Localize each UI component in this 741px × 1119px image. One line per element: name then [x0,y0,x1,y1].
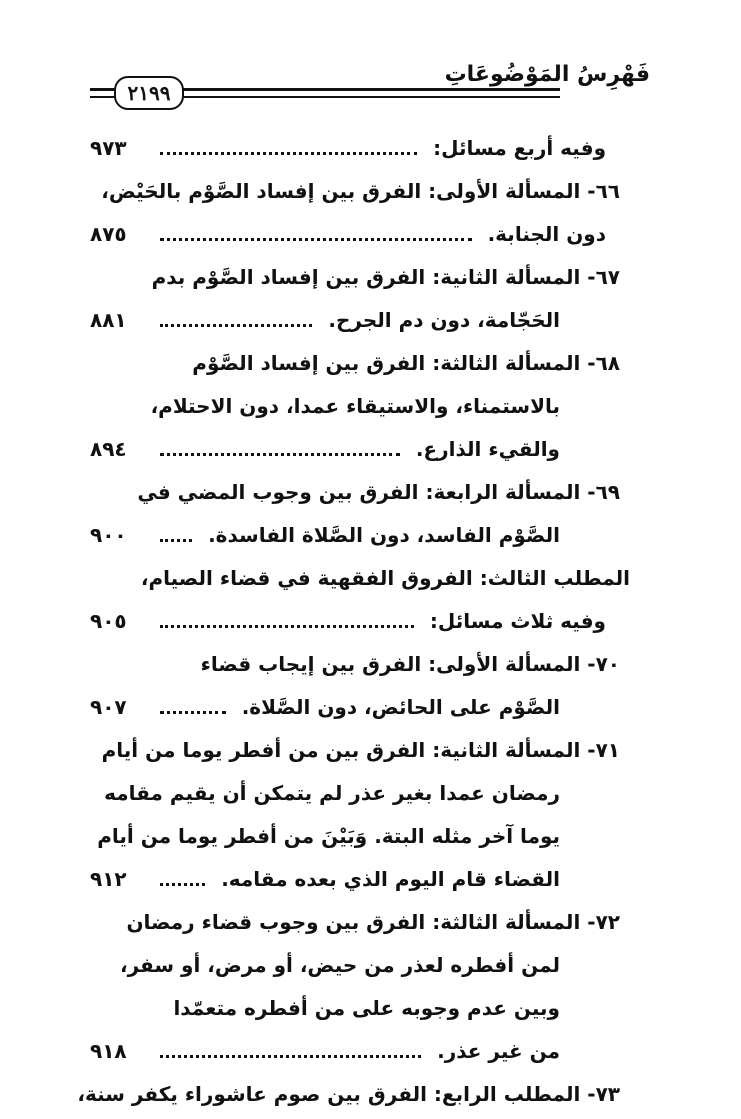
toc-entry-text: بالاستمناء، والاستيقاء عمدا، دون الاحتلام، [150,394,560,418]
toc-entry [90,388,620,431]
toc-entry [90,904,620,947]
toc-entry-text: وفيه أربع مسائل: [433,136,606,160]
toc-list [77,130,630,1119]
toc-entry-page: ٩٧٣ [90,136,127,160]
toc-entry-text: الصَّوْم الفاسد، دون الصَّلاة الفاسدة. [208,523,560,547]
toc-entry [90,345,620,388]
toc-entry [90,431,620,474]
toc-entry-text: وفيه ثلاث مسائل: [429,609,606,633]
toc-entry [90,990,620,1033]
toc-entry-text: المطلب الثالث: الفروق الفقهية في قضاء الصيام، [140,566,630,590]
toc-entry-page: ٨٨١ [90,308,127,332]
toc-entry-text: لمن أفطره لعذر من حيض، أو مرض، أو سفر، [119,953,560,977]
leader-dots [160,539,192,542]
toc-entry-text: من غير عذر. [437,1039,560,1063]
toc-entry [90,775,620,818]
toc-entry-page: ٩٠٥ [90,609,127,633]
leader-dots [160,152,417,155]
header-title: فَهْرِسُ المَوْضُوعَاتِ [444,62,650,87]
toc-entry-text: يوما آخر مثله البتة. وَبَيْنَ من أفطر يوما من أيام [97,824,560,848]
toc-entry [90,302,620,345]
toc-entry-page: ٩٠٠ [90,523,127,547]
leader-dots [160,238,472,241]
page-number: ٢١٩٩ [114,76,184,110]
toc-entry [90,818,620,861]
toc-entry [90,259,620,302]
leader-dots [160,324,312,327]
leader-dots [160,1055,421,1058]
toc-entry [90,560,630,603]
toc-entry [90,216,620,259]
toc-entry [90,947,620,990]
toc-entry-page: ٩٠٧ [90,695,127,719]
toc-entry-text: ٦٦- المسألة الأولى: الفرق بين إفساد الصَّوْم بالحَيْض، [101,179,620,203]
leader-dots [160,625,414,628]
toc-entry-text: ٦٧- المسألة الثانية: الفرق بين إفساد الصَّوْم بدم [151,265,620,289]
toc-entry-text: ٧٠- المسألة الأولى: الفرق بين إيجاب قضاء [200,652,620,676]
toc-entry-page: ٨٧٥ [90,222,127,246]
page-header [90,62,650,112]
leader-dots [160,883,205,886]
toc-entry-text: ٧١- المسألة الثانية: الفرق بين من أفطر يوما من أيام [101,738,620,762]
toc-entry-text: الصَّوْم على الحائض، دون الصَّلاة. [241,695,560,719]
toc-entry [90,474,620,517]
toc-entry-text: الحَجّامة، دون دم الجرح. [328,308,560,332]
toc-entry-text: دون الجنابة. [487,222,606,246]
toc-entry-text: ٦٨- المسألة الثالثة: الفرق بين إفساد الصَّوْم [192,351,620,375]
toc-entry-text: وبين عدم وجوبه على من أفطره متعمّدا [173,996,560,1020]
toc-entry [77,1076,620,1119]
toc-entry-text: والقيء الذارع. [415,437,560,461]
toc-entry [90,861,620,904]
toc-entry [90,646,620,689]
toc-entry-text: ٧٢- المسألة الثالثة: الفرق بين وجوب قضاء رمضان [126,910,620,934]
leader-dots [160,711,226,714]
toc-entry [90,603,620,646]
toc-entry [90,732,620,775]
toc-entry-page: ٨٩٤ [90,437,127,461]
toc-entry-page: ٩١٨ [90,1039,127,1063]
toc-entry [90,517,620,560]
toc-entry-text: ٧٣- المطلب الرابع: الفرق بين صوم عاشوراء يكفر سنة، [77,1082,620,1106]
toc-entry-text: ٦٩- المسألة الرابعة: الفرق بين وجوب المضي في [137,480,620,504]
toc-entry [90,1033,620,1076]
toc-entry [90,689,620,732]
toc-entry-text: القضاء قام اليوم الذي بعده مقامه. [221,867,560,891]
toc-entry [90,130,620,173]
toc-entry-text: رمضان عمدا بغير عذر لم يتمكن أن يقيم مقامه [104,781,560,805]
leader-dots [160,453,400,456]
toc-entry [90,173,620,216]
toc-entry-page: ٩١٢ [90,867,127,891]
